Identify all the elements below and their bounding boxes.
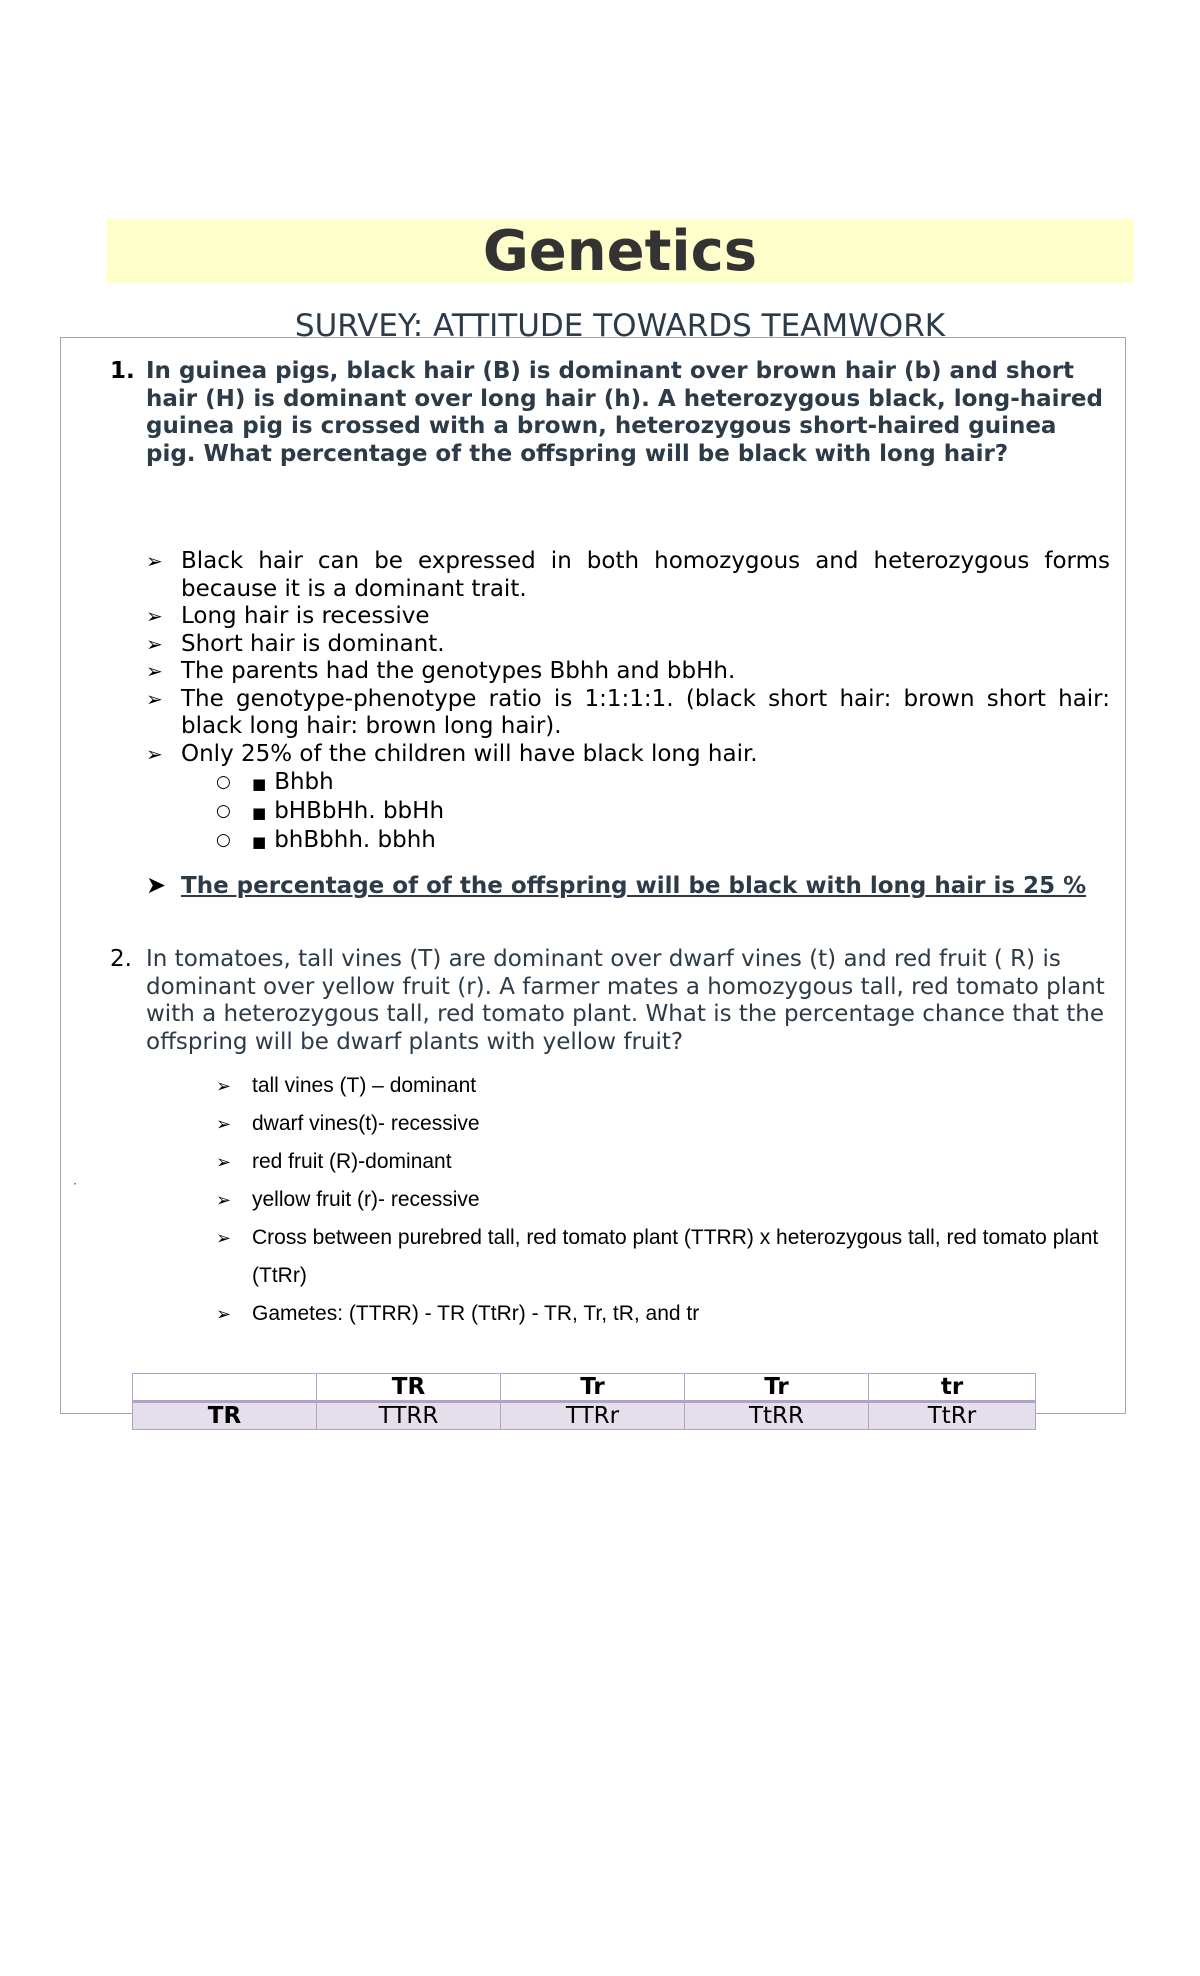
table-cell: TtRR xyxy=(685,1402,869,1430)
table-header-cell: tr xyxy=(869,1374,1036,1402)
page-subtitle: SURVEY: ATTITUDE TOWARDS TEAMWORK xyxy=(294,308,946,344)
list-item: ➢ Gametes: (TTRR) - TR (TtRr) - TR, Tr, tR, and tr xyxy=(216,1295,1116,1333)
question-2-text: In tomatoes, tall vines (T) are dominant over dwarf vines (t) and red fruit ( R) is dominant over yellow fruit (r). A farmer mates a homozygous tall, red tomato plant with a heterozygous tall, red tomato plant. What is the percentage chance that the offspring will be dwarf plants with yellow fruit? xyxy=(146,946,1105,1055)
table-header-cell xyxy=(133,1374,317,1402)
list-item: ➢ yellow fruit (r)- recessive xyxy=(216,1181,1116,1219)
question-1-answer-list xyxy=(146,548,1110,855)
table-header-row xyxy=(133,1374,1036,1402)
arrow-bullet-icon: ➢ xyxy=(216,1228,232,1248)
list-item: ➢ Short hair is dominant. xyxy=(146,630,445,657)
table-header-cell: Tr xyxy=(501,1374,685,1402)
circle-bullet-icon: ○ xyxy=(216,801,231,821)
list-item: ➢ tall vines (T) – dominant xyxy=(216,1067,1116,1105)
table-header-cell: Tr xyxy=(685,1374,869,1402)
square-bullet-icon: ■ xyxy=(252,833,267,851)
arrow-bullet-icon: ➢ xyxy=(216,1076,232,1096)
sub-list-item: ○ ■ Bhbh xyxy=(146,768,1110,797)
question-2-number: 2. xyxy=(110,946,132,972)
sub-list-item: ○ ■ bHBbHh. bbHh xyxy=(146,797,1110,826)
arrow-bullet-icon: ➢ xyxy=(146,741,163,766)
square-bullet-icon: ■ xyxy=(252,775,267,793)
arrow-bullet-icon: ➤ xyxy=(146,871,167,899)
list-item: ➢ The parents had the genotypes Bbhh and bbHh. xyxy=(146,658,736,684)
table-cell: TTRr xyxy=(501,1402,685,1430)
arrow-bullet-icon: ➢ xyxy=(146,604,163,628)
list-item: ➢ Long hair is recessive xyxy=(146,603,430,629)
sub-list-item: ○ ■ bhBbhh. bbhh xyxy=(146,826,1110,855)
table-row-header: TR xyxy=(133,1402,317,1430)
question-2-answer-list xyxy=(216,1067,1116,1333)
arrow-bullet-icon: ➢ xyxy=(146,631,163,656)
page-title: Genetics xyxy=(482,219,758,284)
arrow-bullet-icon: ➢ xyxy=(146,549,163,573)
list-item: ➢ Black hair can be expressed in both homozygous and heterozygous forms because it is a dominant trait. xyxy=(146,548,1110,602)
arrow-bullet-icon: ➢ xyxy=(146,686,163,711)
punnett-square-table xyxy=(132,1373,1036,1430)
arrow-bullet-icon: ➢ xyxy=(146,659,163,683)
arrow-bullet-icon: ➢ xyxy=(216,1152,232,1172)
table-cell: TTRR xyxy=(317,1402,501,1430)
arrow-bullet-icon: ➢ xyxy=(216,1190,232,1210)
list-item: ➢ red fruit (R)-dominant xyxy=(216,1143,1116,1181)
question-1-text: In guinea pigs, black hair (B) is dominant over brown hair (b) and short hair (H) is dominant over long hair (h). A heterozygous black, long-haired guinea pig is crossed with a brown, heterozygous short-haired guinea pig. What percentage of the offspring will be black with long hair? xyxy=(146,358,1103,467)
question-1-conclusion: ➤ The percentage of of the offspring will be black with long hair is 25 % xyxy=(146,871,1087,899)
list-item: ➢ dwarf vines(t)- recessive xyxy=(216,1105,1116,1143)
circle-bullet-icon: ○ xyxy=(216,772,231,792)
square-bullet-icon: ■ xyxy=(252,804,267,822)
table-cell: TtRr xyxy=(869,1402,1036,1430)
list-item: ➢ Only 25% of the children will have black long hair. xyxy=(146,740,758,767)
stray-mark: · xyxy=(73,1177,77,1191)
circle-bullet-icon: ○ xyxy=(216,830,231,850)
question-1-number: 1. xyxy=(110,358,135,384)
list-item: ➢ Cross between purebred tall, red tomato plant (TTRR) x heterozygous tall, red tomato plant (TtRr) xyxy=(216,1219,1116,1295)
list-item: ➢ The genotype-phenotype ratio is 1:1:1:1. (black short hair: brown short hair: black long hair: brown long hair). xyxy=(146,685,1110,739)
arrow-bullet-icon: ➢ xyxy=(216,1304,232,1324)
table-row xyxy=(133,1402,1036,1430)
table-header-cell: TR xyxy=(317,1374,501,1402)
arrow-bullet-icon: ➢ xyxy=(216,1114,232,1134)
